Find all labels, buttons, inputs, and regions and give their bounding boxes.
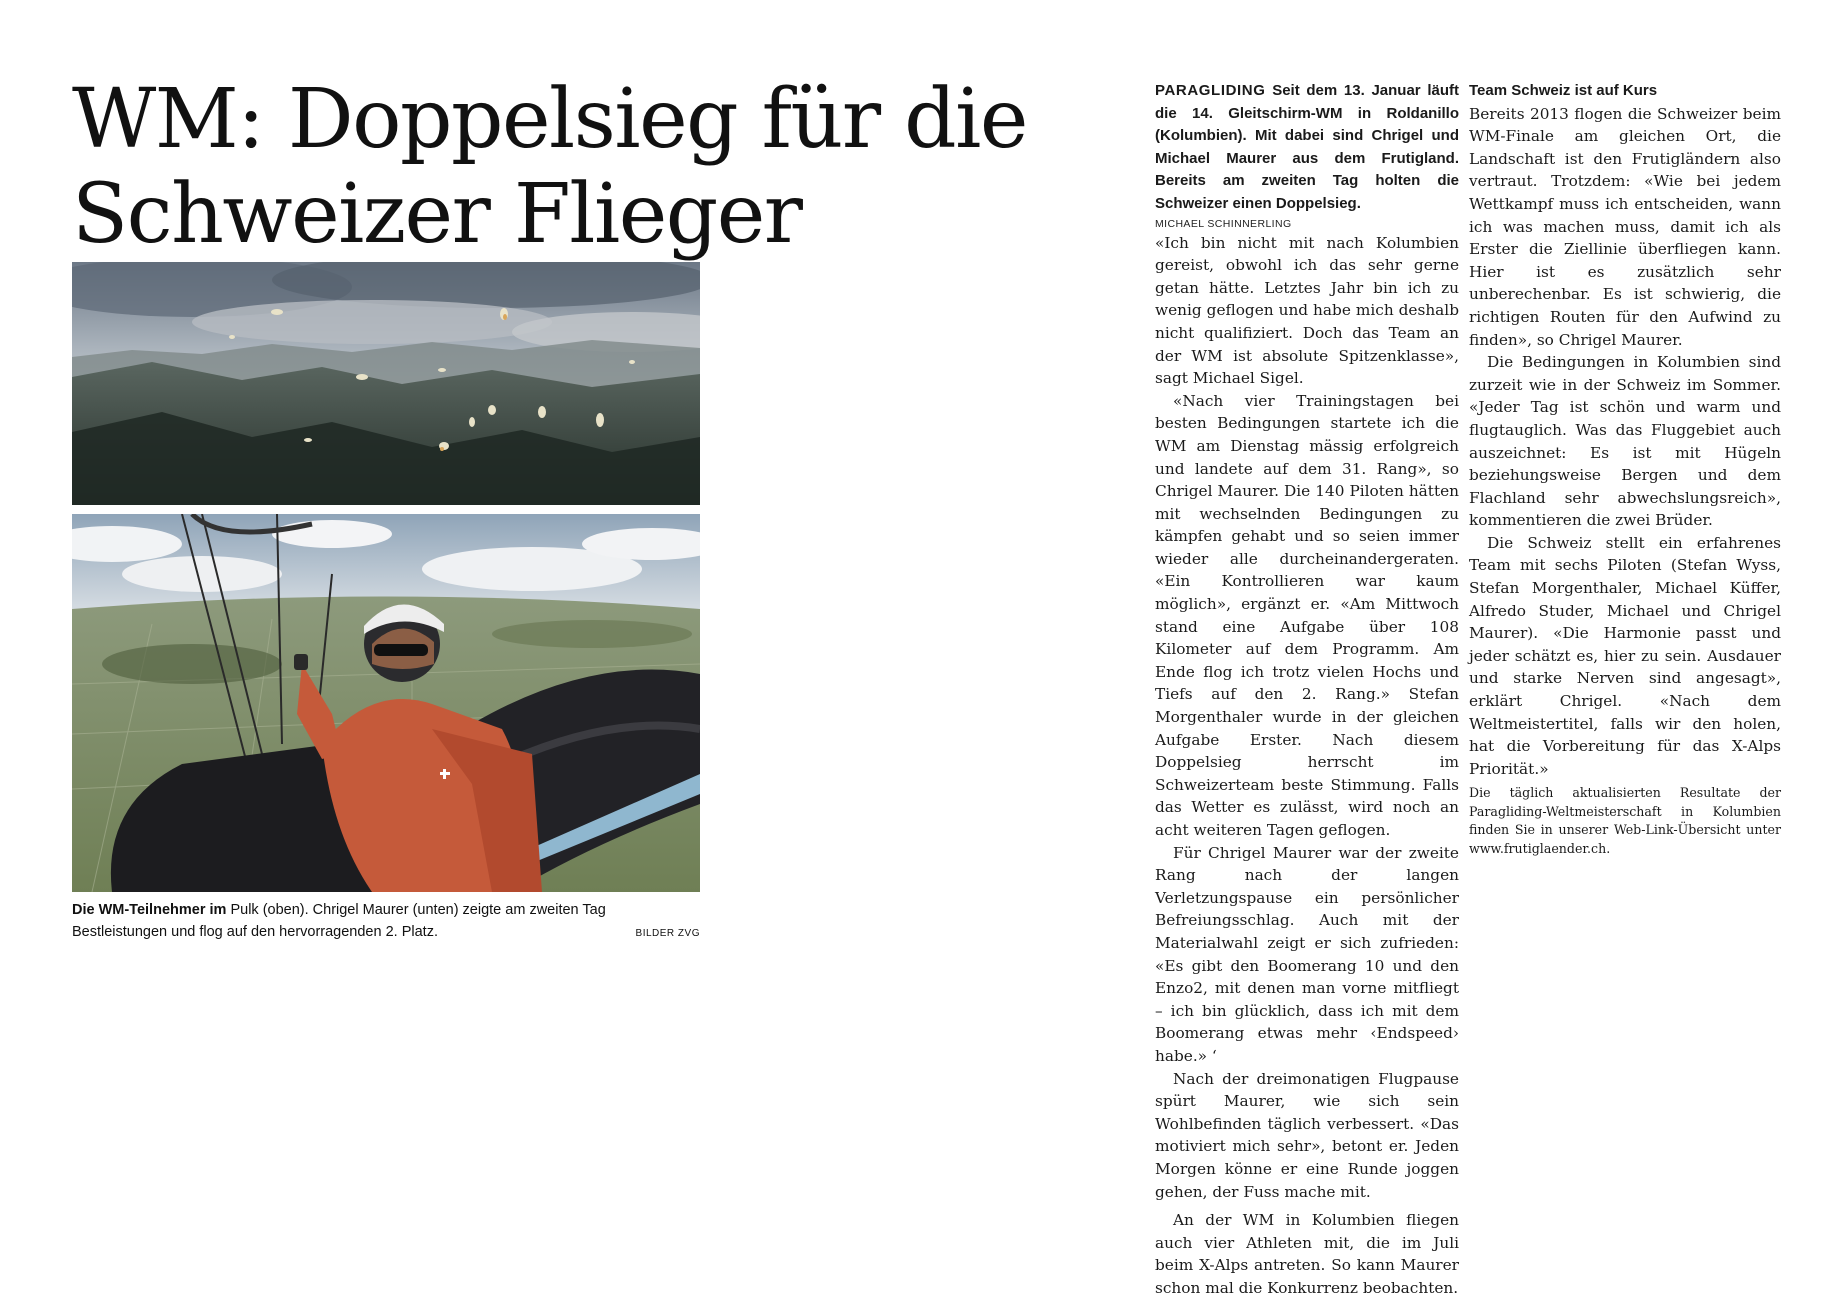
caption-lead: Die WM-Teilnehmer im <box>72 902 227 918</box>
article-subhead: Team Schweiz ist auf Kurs <box>1469 82 1658 99</box>
paragraph: Die Schweiz stellt ein erfahrenes Team mit sechs Piloten (Stefan Wyss, Stefan Morgenthaler, Michael Küffer, Alfredo Studer, Michael und Chrigel Maurer). «Die Harmonie passt und jeder schätzt es, hier zu sein. Ausdauer und starke Nerven sind angesagt», erklärt Chrigel. «Nach dem Weltmeistertitel, falls wir den holen, hat die Vorbereitung für das X-Alps Priorität.» <box>1469 533 1781 778</box>
photo-paragliders-group <box>72 262 700 505</box>
article-lead <box>1155 80 1459 216</box>
caption-text: Pulk (oben). Chrigel Maurer (unten) zeigte am zweiten Tag Bestleistungen und flog auf den hervorragenden 2. Platz. <box>72 902 606 940</box>
article-column-2 <box>1469 80 1781 858</box>
headline-line-1: WM: Doppelsieg für die <box>72 72 1027 167</box>
article-kicker: PARAGLIDING <box>1155 82 1266 99</box>
article-author: MICHAEL SCHINNERLING <box>1155 217 1292 230</box>
photo-pilot-selfie-image <box>72 514 700 892</box>
paragraph: Nach der dreimonatigen Flugpause spürt Maurer, wie sich sein Wohlbefinden täglich verbessert. «Das motiviert mich sehr», betont er. Jeden Morgen könne er eine Runde joggen gehen, der Fuss mache mit. <box>1155 1069 1459 1201</box>
paragraph: «Ich bin nicht mit nach Kolumbien gereist, obwohl ich das sehr gerne getan hätte. Letztes Jahr bin ich zu wenig geflogen und habe mich deshalb nicht qualifiziert. Doch das Team an der WM ist absolute Spitzenklasse», sagt Michael Sigel. <box>1155 233 1459 388</box>
photo-credit: BILDER ZVG <box>635 928 700 939</box>
photo-pilot-selfie <box>72 514 700 892</box>
paragraph: Für Chrigel Maurer war der zweite Rang nach der langen Verletzungspause ein persönlicher Befreiungsschlag. Auch mit der Materialwahl zeigt er sich zufrieden: «Es gibt den Boomerang 10 und den Enzo2, mit denen man vorne mitfliegt – ich bin glücklich, dass ich mit dem Boomerang etwas mehr ‹Endspeed› habe.» ‘ <box>1155 843 1459 1065</box>
paragraph: Bereits 2013 flogen die Schweizer beim WM-Finale am gleichen Ort, die Landschaft ist den Frutigländern also vertraut. Trotzdem: «Wie bei jedem Wettkampf muss ich entscheiden, wann ich was machen muss, damit ich als Erster die Ziellinie überfliegen kann. Hier ist es zusätzlich sehr unberechenbar. Es ist schwierig, die richtigen Routen für den Aufwind zu finden», so Chrigel Maurer. <box>1469 104 1781 349</box>
headline-line-2: Schweizer Flieger <box>72 167 802 262</box>
photo-paragliders-group-image <box>72 262 700 505</box>
paragraph: «Nach vier Trainingstagen bei besten Bedingungen startete ich die WM am Dienstag mässig erfolgreich und landete auf dem 31. Rang», so Chrigel Maurer. Die 140 Piloten hätten mit wechselnden Bedingungen zu kämpfen gehabt und so seien immer wieder alle durcheinandergeraten. «Ein Kontrollieren war kaum möglich», ergänzt er. «Am Mittwoch stand eine Aufgabe über 108 Kilometer auf dem Programm. Am Ende flog ich trotz vielen Hochs und Tiefs auf den 2. Rang.» Stefan Morgenthaler wurde in der gleichen Aufgabe Erster. Nach diesem Doppelsieg herrscht im Schweizerteam beste Stimmung. Falls das Wetter es zulässt, wird noch an acht weiteren Tagen geflogen. <box>1155 391 1459 839</box>
photo-caption <box>72 899 700 945</box>
paragraph: An der WM in Kolumbien fliegen auch vier Athleten mit, die im Juli beim X-Alps antreten. So kann Maurer schon mal die Konkurrenz beobachten. <box>1155 1211 1459 1297</box>
article-column-1 <box>1155 80 1459 1299</box>
headline <box>72 72 1032 262</box>
article-note: Die täglich aktualisierten Resultate der Paragliding-Weltmeisterschaft in Kolumbien finden Sie in unserer Web-Link-Übersicht unter www.frutiglaender.ch. <box>1469 785 1781 856</box>
article-lead-text: Seit dem 13. Januar läuft die 14. Gleitschirm-WM in Roldanillo (Kolumbien). Mit dabei sind Chrigel und Michael Maurer aus dem Frutigland. Bereits am zweiten Tag holten die Schweizer einen Doppelsieg. <box>1155 82 1459 212</box>
paragraph: Die Bedingungen in Kolumbien sind zurzeit wie in der Schweiz im Sommer. «Jeder Tag ist schön und warm und flugtauglich. Was das Fluggebiet auch auszeichnet: Es ist mit Hügeln beziehungsweise Bergen und dem Flachland sehr abwechslungsreich», kommentieren die zwei Brüder. <box>1469 353 1781 530</box>
